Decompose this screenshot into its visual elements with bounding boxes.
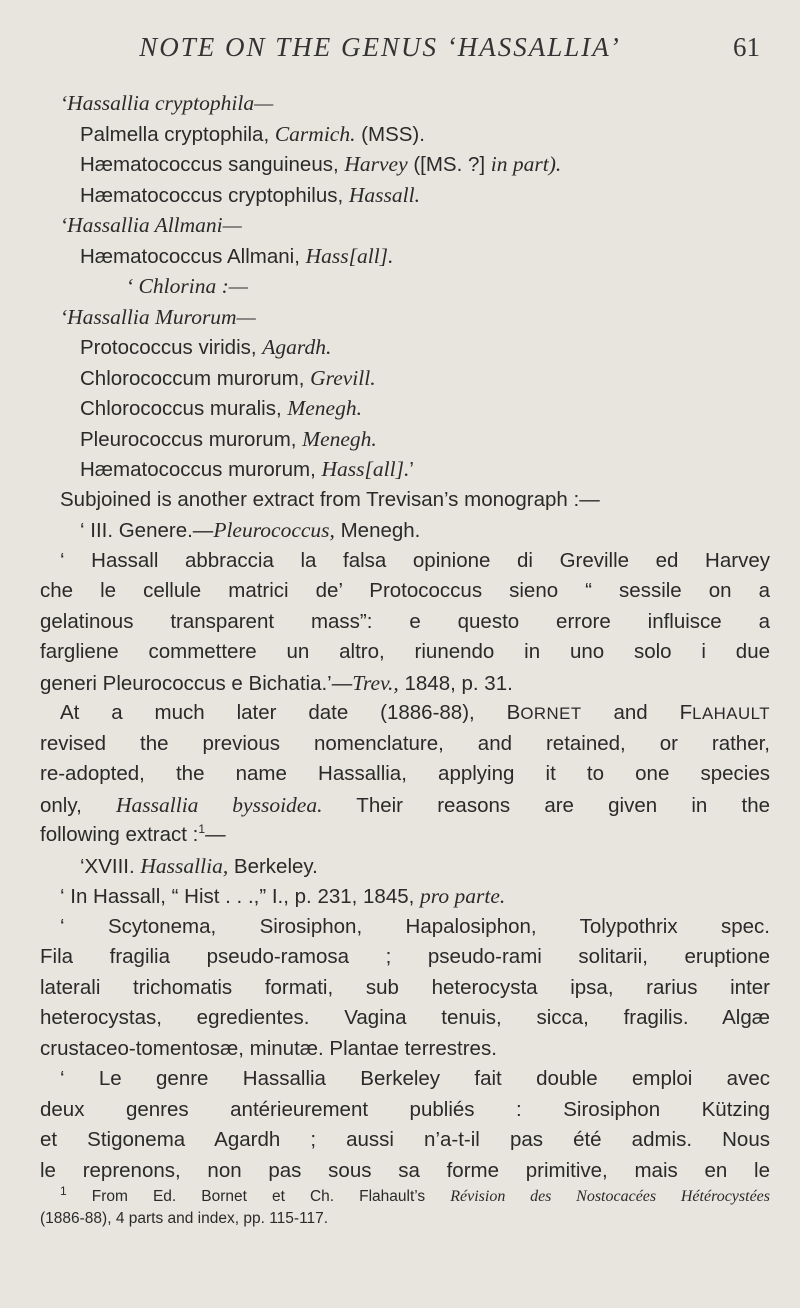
text-run: 1848, p. 31.	[398, 671, 513, 695]
page-header	[0, 32, 800, 72]
text-run: ’	[409, 458, 414, 481]
text-run: deux genres antérieurement publiés : Sirosiphon Kützing	[40, 1097, 770, 1121]
text-run: Harvey	[344, 152, 408, 176]
text-run: in part).	[490, 152, 562, 176]
text-line	[40, 454, 770, 485]
text-line	[40, 1125, 770, 1156]
text-run: Hæmatococcus Allmani,	[80, 244, 306, 268]
text-line	[40, 576, 770, 607]
text-run: 1	[60, 1186, 67, 1198]
text-line	[40, 942, 770, 973]
text-run: generi Pleurococcus e Bichatia.’—	[40, 671, 353, 695]
text-line	[40, 515, 770, 546]
text-line	[40, 637, 770, 668]
text-run: Fila fragilia pseudo-ramosa ; pseudo-rami solitarii, eruptione	[40, 945, 770, 968]
text-line	[40, 1064, 770, 1095]
text-line	[40, 241, 770, 272]
footnote-line	[40, 1186, 770, 1208]
text-line	[40, 1156, 770, 1187]
text-run: (1886-88), 4 parts and index, pp. 115-117.	[40, 1210, 329, 1227]
text-run: (MSS).	[355, 122, 425, 146]
text-run: Palmella cryptophila,	[80, 122, 275, 146]
text-line	[40, 881, 770, 912]
text-run: ‘ Le genre Hassallia Berkeley fait double emploi avec	[60, 1067, 770, 1090]
text-run: ‘ Chlorina :—	[126, 274, 248, 298]
text-run: le reprenons, non pas sous sa forme primitive, mais en le	[40, 1158, 770, 1182]
text-run: Hassallia,	[140, 853, 229, 878]
text-line	[40, 912, 770, 943]
text-run: Trev.,	[352, 670, 399, 695]
text-line	[40, 820, 770, 851]
text-run: Chlorococcum murorum,	[80, 366, 311, 390]
text-run: Agardh.	[262, 335, 332, 359]
text-run: laterali trichomatis formati, sub heterocysta ipsa, rarius inter	[40, 975, 770, 999]
text-line	[40, 668, 770, 699]
text-line	[40, 363, 770, 394]
text-run: Menegh.	[334, 519, 421, 542]
text-run: only,	[40, 793, 116, 817]
text-line	[40, 271, 770, 302]
text-run: Hæmatococcus sanguineus,	[80, 153, 345, 176]
text-line	[40, 210, 770, 241]
text-run: Révision des Nostocacées Hétérocystées	[450, 1188, 770, 1205]
text-run: crustaceo-tomentosæ, minutæ. Plantae terrestres.	[40, 1036, 497, 1060]
footnote-line	[40, 1208, 770, 1230]
text-run: Pleurococcus murorum,	[80, 427, 303, 451]
text-run: ‘Hassallia cryptophila—	[60, 91, 274, 115]
text-run: Hass[all].	[305, 243, 394, 268]
text-line	[40, 180, 770, 211]
text-run: Hassallia byssoidea.	[115, 792, 323, 817]
body-text	[40, 88, 770, 1230]
text-run: Subjoined is another extract from Trevisan’s monograph :—	[60, 487, 600, 511]
running-title: NOTE ON THE GENUS ‘HASSALLIA’	[139, 32, 621, 62]
text-run: et Stigonema Agardh ; aussi n’a-t-il pas été admis. Nous	[40, 1128, 770, 1151]
text-line	[40, 302, 770, 333]
text-run: Pleurococcus,	[213, 518, 335, 542]
text-line	[40, 607, 770, 638]
text-run: ‘ In Hassall, “ Hist . . .,” I., p. 231, 1845,	[60, 885, 421, 908]
text-run: Chlorococcus muralis,	[80, 397, 288, 420]
text-run: Their reasons are given in the	[322, 793, 770, 817]
text-run: 1	[198, 822, 206, 837]
text-run: ‘XVIII.	[80, 854, 141, 878]
text-run: Hassall.	[348, 182, 420, 207]
text-line	[40, 332, 770, 363]
text-run: ([MS. ?]	[407, 153, 491, 176]
text-lines	[40, 88, 770, 1186]
text-line	[40, 424, 770, 455]
text-line	[40, 729, 770, 760]
text-run: Hæmatococcus cryptophilus,	[80, 183, 349, 207]
text-run: ORNET	[520, 704, 582, 723]
text-run: ‘ Hassall abbraccia la falsa opinione di Greville ed Harvey	[60, 548, 770, 572]
text-run: heterocystas, egredientes. Vagina tenuis, sicca, fragilis. Algæ	[40, 1006, 770, 1029]
text-run: At a much later date (1886-88), B	[60, 701, 521, 724]
text-line	[40, 546, 770, 577]
text-line	[40, 759, 770, 790]
text-run: From Ed. Bornet et Ch. Flahault’s	[66, 1188, 451, 1205]
text-line	[40, 851, 770, 882]
page-number: 61	[733, 32, 760, 62]
text-run: ‘Hassallia Allmani—	[60, 213, 242, 237]
footnote	[40, 1186, 770, 1230]
text-line	[40, 485, 770, 516]
text-run: ‘ III. Genere.—	[80, 519, 214, 542]
text-run: ‘ Scytonema, Sirosiphon, Hapalosiphon, Tolypothrix spec.	[60, 914, 770, 938]
text-line	[40, 1034, 770, 1065]
text-run: re-adopted, the name Hassallia, applying it to one species	[40, 762, 770, 785]
text-line	[40, 119, 770, 150]
text-run: Menegh.	[287, 396, 362, 420]
text-line	[40, 149, 770, 180]
text-run: Carmich.	[274, 121, 356, 146]
text-run: and F	[581, 701, 693, 724]
text-run: following extract :	[40, 823, 199, 846]
text-run: Protococcus viridis,	[80, 336, 263, 359]
text-line	[40, 393, 770, 424]
text-run: Hæmatococcus murorum,	[80, 458, 322, 481]
text-run: LAHAULT	[692, 704, 770, 723]
text-run: ‘Hassallia Murorum—	[60, 304, 256, 329]
text-line	[40, 790, 770, 821]
text-run: che le cellule matrici de’ Protococcus sieno “ sessile on a	[40, 579, 770, 602]
text-run: Grevill.	[310, 365, 376, 390]
text-run: pro parte.	[420, 884, 506, 908]
text-run: Hass[all].	[321, 457, 410, 481]
text-run: Berkeley.	[228, 854, 318, 878]
text-line	[40, 1003, 770, 1034]
text-run: Menegh.	[302, 426, 377, 451]
text-run: revised the previous nomenclature, and retained, or rather,	[40, 731, 770, 755]
text-line	[40, 698, 770, 729]
text-line	[40, 88, 770, 119]
text-run: —	[205, 823, 226, 846]
text-line	[40, 973, 770, 1004]
text-line	[40, 1095, 770, 1126]
text-run: gelatinous transparent mass”: e questo errore influisce a	[40, 609, 770, 633]
text-run: fargliene commettere un altro, riunendo in uno solo i due	[40, 640, 770, 663]
